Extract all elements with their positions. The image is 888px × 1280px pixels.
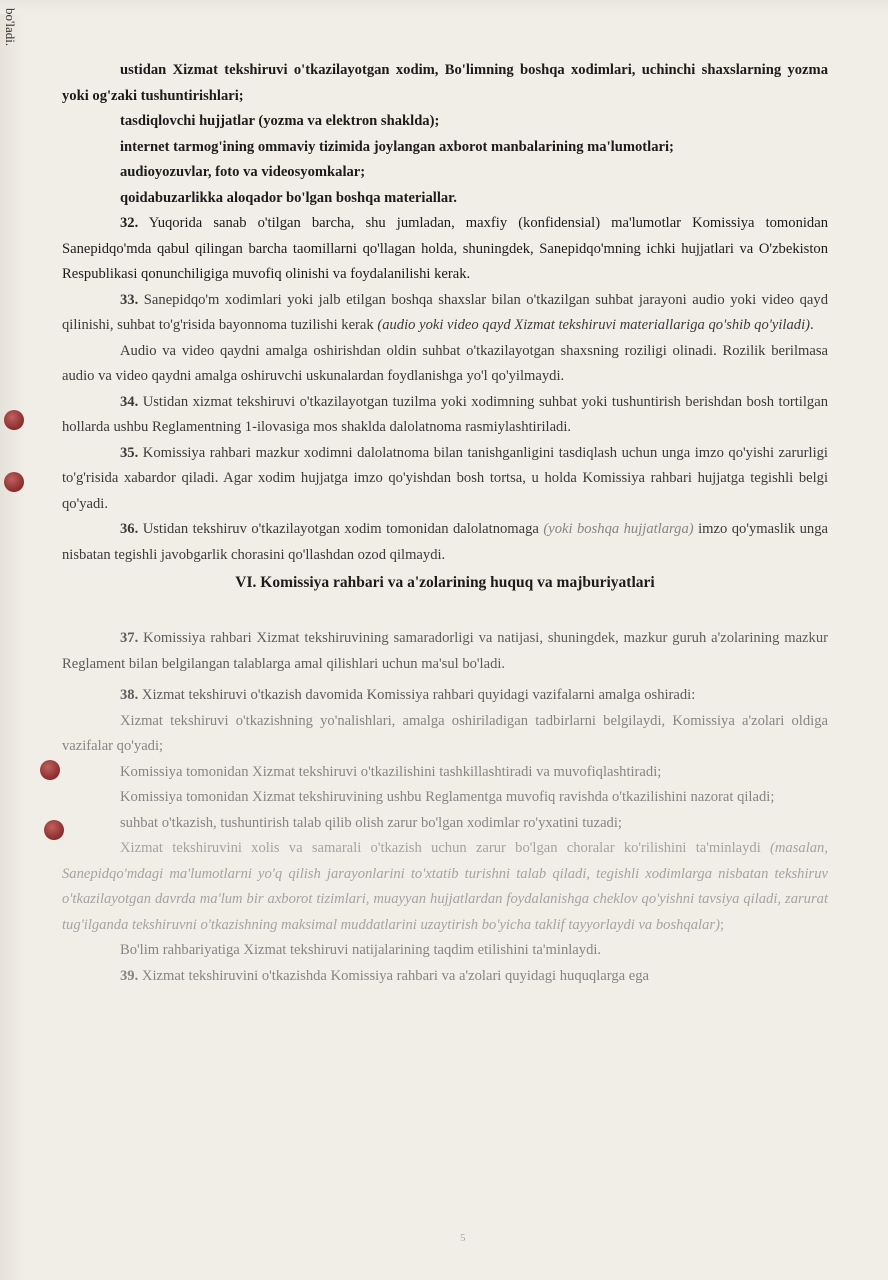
paragraph-number: 39. (120, 967, 139, 984)
paragraph-35 (62, 441, 828, 518)
list-item: Bo'lim rahbariyatiga Xizmat tekshiruvi natijalarining taqdim etilishini ta'minlaydi. (120, 942, 602, 958)
paragraph-italic: (audio yoki video qayd Xizmat tekshiruvi materiallariga qo'shib qo'yiladi) (377, 317, 810, 333)
paragraph-italic: (masalan, Sanepidqo'mdagi ma'lumotlarni yo'q qilish jarayonlarini to'xtatib turishni talab qiladi, tegishli xodimlarga nisbatan tekshiruv o'tkazilayotgan davrda ma'lum bir axborot tizimlari, muayyan hujjatlardan foydalanishga cheklov qo'yishni tavsiya qiladi, zarurat tug'ilganda tekshiruvni o'tkazishning maksimal muddatlarini uzaytirish bo'yicha taklif tayyorlaydi va boshqalar) (62, 840, 828, 933)
paragraph-number: 33. (120, 291, 139, 308)
punch-hole-4 (44, 820, 64, 840)
list-item: tasdiqlovchi hujjatlar (yozma va elektron shaklda); (120, 113, 440, 129)
paragraph-number: 37. (120, 630, 139, 646)
paragraph-text: Xizmat tekshiruvini o'tkazishda Komissiya rahbari va a'zolari quyidagi huquqlarga ega (141, 967, 650, 984)
paragraph-39 (62, 964, 828, 990)
paragraph-37 (62, 626, 828, 677)
list-item: Komissiya tomonidan Xizmat tekshiruvining ushbu Reglamentga muvofiq ravishda o'tkazilishini nazorat qiladi; (120, 789, 775, 805)
punch-hole-2 (4, 472, 24, 492)
paragraph-italic: (yoki boshqa hujjatlarga) (543, 521, 694, 537)
list-item (62, 836, 828, 938)
spine-text: bo'ladi. (3, 8, 18, 47)
paragraph-number: 32. (120, 215, 139, 231)
paragraph-number: 36. (120, 521, 139, 537)
page-top-edge (0, 0, 888, 14)
paragraph-34 (62, 390, 828, 441)
paragraph-36 (62, 517, 828, 568)
paragraph-end: ; (719, 916, 724, 933)
paragraph-text: Ustidan tekshiruv o'tkazilayotgan xodim tomonidan dalolatnomaga (142, 521, 539, 537)
paragraph-number: 35. (120, 444, 139, 461)
list-item: Xizmat tekshiruvi o'tkazishning yo'nalishlari, amalga oshiriladigan tadbirlarni belgilaydi, Komissiya a'zolari oldiga vazifalar qo'yadi; (62, 712, 828, 754)
paragraph-end: imzo qo'ymaslik unga nisbatan tegishli javobgarlik chorasini qo'llashdan ozod qilmaydi. (62, 521, 828, 563)
paragraph-text: Komissiya rahbari mazkur xodimni dalolatnoma bilan tanishganligini tasdiqlash uchun unga imzo qo'yishi zarurligi to'g'risida xabardor qiladi. Agar xodim hujjatga imzo qo'yishdan bosh tortsa, u holda Komissiya rahbari hujjatga tegishli belgi qo'yadi. (62, 444, 828, 512)
paragraph-text: Ustidan xizmat tekshiruvi o'tkazilayotgan tuzilma yoki xodimning suhbat yoki tushuntirish berishdan bosh tortilgan hollarda ushbu Reglamentning 1-ilovasiga mos shaklda dalolatnoma rasmiylashtiriladi. (62, 393, 828, 435)
paragraph-text: Sanepidqo'm xodimlari yoki jalb etilgan boshqa shaxslar bilan o'tkazilgan suhbat jarayoni audio yoki video qayd qilinishi, suhbat to'g'risida bayonnoma tuzilishi kerak (62, 291, 828, 333)
section-heading: VI. Komissiya rahbari va a'zolarining huquq va majburiyatlari (235, 574, 655, 591)
paragraph-text: Komissiya rahbari Xizmat tekshiruvining samaradorligi va natijasi, shuningdek, mazkur guruh a'zolarining mazkur Reglament bilan belgilangan talablarga amal qilishlari uchun ma'sul bo'ladi. (62, 630, 828, 672)
paragraph-text: Xizmat tekshiruvi o'tkazish davomida Komissiya rahbari quyidagi vazifalarni amalga oshiradi: (141, 687, 696, 703)
paragraph-33 (62, 288, 828, 339)
list-item: qoidabuzarlikka aloqador bo'lgan boshqa materiallar. (120, 189, 457, 206)
page-number: 5 (460, 1232, 466, 1244)
paragraph-number: 34. (120, 393, 139, 410)
paragraph-end: . (809, 317, 814, 333)
list-item: suhbat o'tkazish, tushuntirish talab qilib olish zarur bo'lgan xodimlar ro'yxatini tuzadi; (120, 814, 622, 831)
paragraph-38 (62, 683, 828, 709)
punch-hole-3 (40, 760, 60, 780)
paragraph-33-consent: Audio va video qaydni amalga oshirishdan oldin suhbat o'tkazilayotgan shaxsning roziligi olinadi. Rozilik berilmasa audio va video qaydni amalga oshiruvchi uskunalardan foydlanishga yo'l qo'yilmaydi. (62, 342, 828, 384)
paragraph: ustidan Xizmat tekshiruvi o'tkazilayotgan xodim, Bo'limning boshqa xodimlari, uchinchi shaxslarning yozma yoki og'zaki tushuntirishlari; (62, 62, 828, 104)
paragraph-number: 38. (120, 687, 139, 703)
paragraph-32 (62, 211, 828, 288)
list-item: internet tarmog'ining ommaviy tizimida joylangan axborot manbalarining ma'lumotlari; (120, 138, 674, 155)
list-item: audioyozuvlar, foto va videosyomkalar; (120, 164, 366, 180)
document-body (62, 58, 828, 989)
paragraph-text: Xizmat tekshiruvini xolis va samarali o'tkazish uchun zarur bo'lgan choralar ko'rilishini ta'minlaydi (120, 840, 761, 856)
paragraph-text: Yuqorida sanab o'tilgan barcha, shu jumladan, maxfiy (konfidensial) ma'lumotlar Komissiya tomonidan Sanepidqo'mda qabul qilingan barcha taomillarni qo'llagan holda, shuningdek, Sanepidqo'mning ichki hujjatlari va O'zbekiston Respublikasi qonunchiligiga muvofiq olinishi va foydalanilishi kerak. (62, 215, 829, 282)
punch-hole-1 (4, 410, 24, 430)
list-item: Komissiya tomonidan Xizmat tekshiruvi o'tkazilishini tashkillashtiradi va muvofiqlashtiradi; (120, 763, 662, 780)
page-left-edge (0, 0, 26, 1280)
